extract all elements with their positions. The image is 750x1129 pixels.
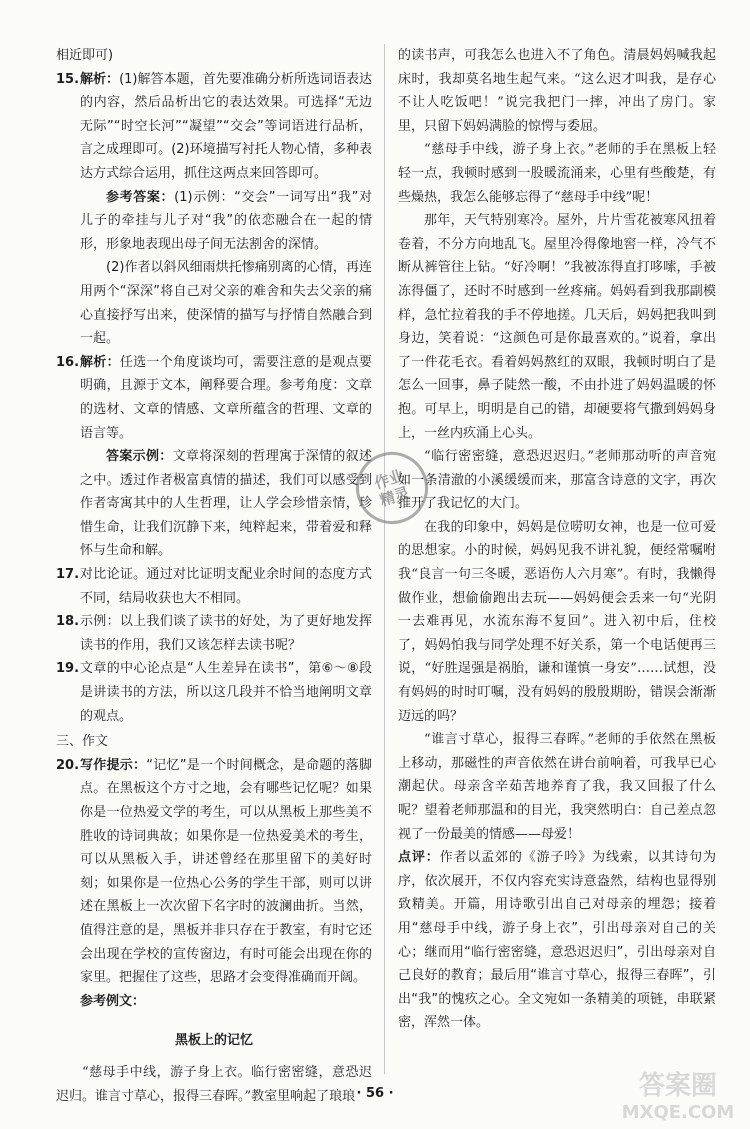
essay-paragraph: “临行密密缝，意恐迟迟归。”老师那动听的声音宛如一条清澈的小溪缓缓而来，那富含诗意的文字，再次推开了我记忆的大门。 <box>398 449 716 512</box>
question-19 <box>56 657 372 728</box>
essay-paragraph: “慈母手中线，游子身上衣。”老师的手在黑板上轻轻一点，我顿时感到一股暖流涌来，心里有些酸楚，有些燥热，我怎么能够忘得了“慈母手中线”呢！ <box>398 142 716 205</box>
answer <box>80 186 372 257</box>
stamp-text: 精灵 <box>377 483 412 510</box>
question-number: 19. <box>56 661 80 677</box>
comment <box>398 846 716 1035</box>
watermark-text: 答案圈 <box>638 1071 718 1101</box>
question-18 <box>56 610 372 657</box>
tips-text: “记忆”是一个时间概念，是命题的落脚点。在黑板这个方寸之地，会有哪些记忆呢？如果你是一位热爱文学的考生，可以从黑板上那些美不胜收的诗词典故；如果你是一位热爱美术的考生，可以从黑板入手，讲述曾经在那里留下的美好时刻；如果你是一位热心公务的学生干部，则可以讲述在黑板上一次次留下名字时的波澜曲折。当然，值得注意的是，黑板并非只存在于教室，有时它还会出现在学校的宣传窗边，有时可能会出现在你的家里。把握住了这些，思路才会变得准确而开阔。 <box>80 757 372 986</box>
analysis <box>80 68 372 186</box>
essay-paragraph: 那年，天气特别寒冷。屋外，片片雪花被寒风扭着卷着，不分方向地乱飞。屋里冷得像地窖一样，冷气不断从裤管往上钻。“好冷啊！”我被冻得直打哆嗦，手被冻得僵了，还时不时感到一丝疼痛。妈妈看到我那副模样，急忙拉着我的手不停地搓。几天后，妈妈把我叫到身边，笑着说：“这颜色可是你最喜欢的。”说着，拿出了一件花毛衣。看着妈妈熬红的双眼，我顿时明白了是怎么一回事，鼻子陡然一酸，不由扑进了妈妈温暖的怀抱。可早上，明明是自己的错，却硬要将气撒到妈妈身上，一丝内疚涌上心头。 <box>398 213 716 441</box>
essay-paragraph: 在我的印象中，妈妈是位唠叨女神，也是一位可爱的思想家。小的时候，妈妈见我不讲礼貌，便经常嘱咐我“良言一句三冬暖，恶语伤人六月寒”。有时，我懒得做作业，想偷偷跑出去玩——妈妈便会丢来一句“光阴一去难再见，水流东海不复回”。进入初中后，住校了，妈妈怕我与同学处理不好关系，第一个电话便再三说，“好胜逞强是祸胎，谦和谨慎一身安”……试想，没有妈妈的时时叮嘱，没有妈妈的殷殷期盼，错误会渐渐迈远的吗？ <box>398 519 716 724</box>
analysis-label: 解析： <box>80 354 120 370</box>
watermark-text: MXQE.COM <box>621 1102 735 1123</box>
continued-text: 相近即可) <box>56 48 114 63</box>
essay-paragraph: “谁言寸草心，报得三春晖。”老师的手依然在黑板上移动，那磁性的声音依然在讲台前响着，可我早已心潮起伏。母亲含辛茹苦地养育了我，我又回报了什么呢？望着老师那温和的目光，我突然明白：自己差点忽视了一份最美的情感——母爱！ <box>398 732 716 842</box>
answer-text: 对比论证。通过对比证明支配业余时间的态度方式不同，结局收获也大不相同。 <box>80 567 372 606</box>
question-number: 17. <box>56 567 80 583</box>
answer-label: 答案示例： <box>106 449 173 465</box>
left-column <box>56 44 372 1108</box>
answer-part-2: (2)作者以斜风细雨烘托惨痛别离的心情，再连用两个“深深”将自己对父亲的难舍和失去父亲的痛心直接抒写出来，使深情的描写与抒情自然融合到一起。 <box>80 260 372 347</box>
question-number: 15. <box>56 71 80 87</box>
writing-tips <box>80 754 372 990</box>
section-heading: 三、作文 <box>56 734 109 750</box>
tips-label: 写作提示： <box>80 757 147 773</box>
question-15 <box>56 68 372 351</box>
sample-essay-label: 参考例文： <box>80 993 146 1009</box>
page-number: · 56 · <box>356 1086 394 1101</box>
answer-text: 示例：以上我们谈了读书的好处，为了更好地发挥读书的作用，我们又该怎样去读书呢？ <box>80 614 372 653</box>
question-number: 16. <box>56 354 80 370</box>
stamp-text: 作业 <box>372 466 407 493</box>
question-number: 20. <box>56 757 80 773</box>
answer <box>80 445 372 563</box>
essay-paragraph: 的读书声，可我怎么也进入不了角色。清晨妈妈喊我起床时，我却莫名地生起气来。“这么迟才叫我，是存心不让人吃饭吧！”说完我把门一摔，冲出了房门。家里，只留下妈妈满脸的惊愕与委屈。 <box>398 48 716 134</box>
question-20 <box>56 754 372 1014</box>
answer-label: 参考答案： <box>106 189 175 205</box>
column-divider <box>384 44 385 1074</box>
analysis-text: (1)解答本题，首先要准确分析所选词语表达的内容，然后品析出它的表达效果。可选择“无边无际”“时空长河”“凝望”“交会”等词语进行品析，言之成理即可。(2)环境描写衬托人物心情，多种表达方式综合运用，抓住这两点来回答即可。 <box>80 71 372 181</box>
answer-text: 文章的中心论点是“人生差异在读书”，第⑥～⑧段是讲读书的方法，所以这几段并不恰当地阐明文章的观点。 <box>80 661 372 724</box>
essay-paragraph: “慈母手中线，游子身上衣。临行密密缝，意恐迟迟归。谁言寸草心，报得三春晖。”教室里响起了琅琅 <box>56 1064 372 1104</box>
answer-text: (1)示例：“交会”一词写出“我”对儿子的牵挂与儿子对“我”的依恋融合在一起的情形，形象地表现出母子间无法割舍的深情。 <box>80 189 372 252</box>
comment-text: 作者以孟郊的《游子吟》为线索，以其诗句为序，依次展开，不仅内容充实诗意盎然，结构也显得别致精美。开篇，用诗歌引出自己对母亲的埋怨；接着用“慈母手中线，游子身上衣”，引出母亲对自己的关心；继而用“临行密密缝，意恐迟迟归”，引出母亲对自己良好的教育；最后用“谁言寸草心，报得三春晖”，引出“我”的愧疚之心。全文宛如一条精美的项链，串联紧密，浑然一体。 <box>398 850 716 1031</box>
question-17 <box>56 563 372 610</box>
right-column <box>398 44 716 1035</box>
question-number: 18. <box>56 614 80 630</box>
analysis-text: 任选一个角度谈均可，需要注意的是观点要明确，且源于文本，阐释要合理。参考角度：文章的选材、文章的情感、文章所蕴含的哲理、文章的语言等。 <box>80 354 372 441</box>
comment-label: 点评： <box>398 850 440 866</box>
analysis <box>80 351 372 445</box>
question-16 <box>56 351 372 563</box>
essay-title: 黑板上的记忆 <box>174 1033 253 1049</box>
answer-text: 文章将深刻的哲理寓于深情的叙述之中。透过作者极富真情的描述，我们可以感受到作者寄寓其中的人生哲理，让人学会珍惜亲情，珍惜生命，让我们沉静下来，纯粹起来，带着爱和释怀与生命和解。 <box>80 449 372 559</box>
analysis-label: 解析： <box>80 71 120 87</box>
